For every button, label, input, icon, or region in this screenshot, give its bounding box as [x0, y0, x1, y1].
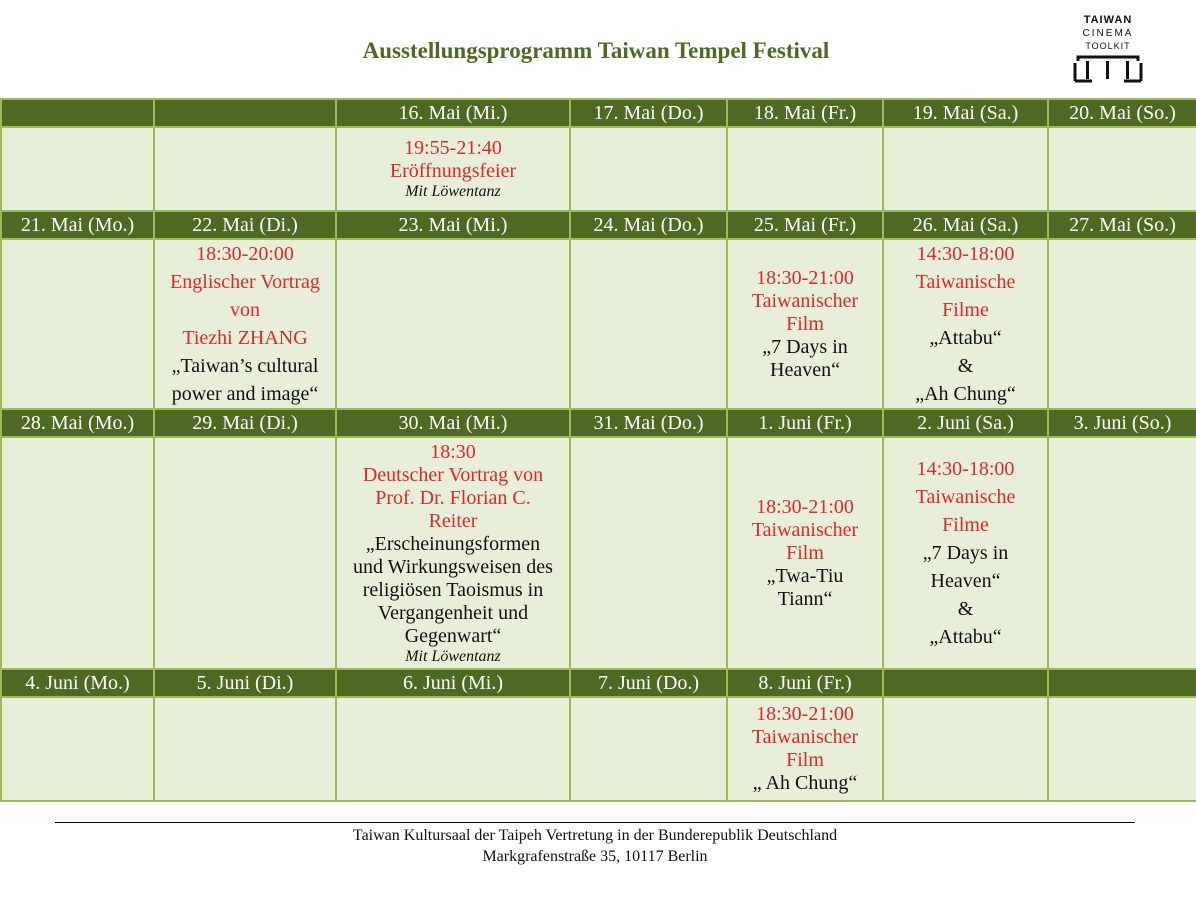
day-header: 5. Juni (Di.)	[154, 669, 336, 697]
day-header: 3. Juni (So.)	[1048, 409, 1196, 437]
event-description: Tiann“	[777, 587, 833, 610]
event-time: 14:30-18:00	[916, 243, 1015, 265]
day-header: 1. Juni (Fr.)	[727, 409, 883, 437]
day-header: 8. Juni (Fr.)	[727, 669, 883, 697]
day-header: 4. Juni (Mo.)	[1, 669, 154, 697]
logo-line-3: TOOLKIT	[1085, 41, 1131, 51]
day-header: 26. Mai (Sa.)	[883, 211, 1048, 239]
event-note: Mit Löwentanz	[405, 647, 501, 665]
day-header	[883, 669, 1048, 697]
event-cell	[336, 437, 570, 669]
event-time: 14:30-18:00	[916, 458, 1015, 480]
film-gate-icon	[1072, 53, 1144, 83]
day-cell	[1, 697, 154, 801]
day-header: 16. Mai (Mi.)	[336, 99, 570, 127]
week-1-events-row	[1, 127, 1196, 211]
day-header: 25. Mai (Fr.)	[727, 211, 883, 239]
day-cell	[1, 239, 154, 409]
event-title: Deutscher Vortrag von	[362, 463, 544, 486]
day-header: 24. Mai (Do.)	[570, 211, 727, 239]
day-header: 21. Mai (Mo.)	[1, 211, 154, 239]
event-description: power and image“	[171, 383, 319, 405]
event-description: „Attabu“	[929, 327, 1002, 349]
event-description: und Wirkungsweisen des	[353, 555, 553, 578]
event-time: 18:30-20:00	[196, 243, 294, 265]
day-header: 23. Mai (Mi.)	[336, 211, 570, 239]
day-cell	[570, 697, 727, 801]
event-description: Vergangenheit und	[377, 601, 529, 624]
day-header: 17. Mai (Do.)	[570, 99, 727, 127]
page-title: Ausstellungsprogramm Taiwan Tempel Festival	[362, 38, 830, 63]
event-cell	[727, 697, 883, 801]
day-header: 2. Juni (Sa.)	[883, 409, 1048, 437]
event-description: Gegenwart“	[404, 624, 502, 647]
event-title: Filme	[942, 299, 989, 321]
event-title: Taiwanische	[915, 271, 1016, 293]
footer-venue: Taiwan Kultursaal der Taipeh Vertretung in der Bunderepublik Deutschland	[352, 827, 838, 844]
event-title: Film	[786, 541, 824, 564]
event-description: „Ah Chung“	[915, 383, 1016, 405]
event-description: Heaven“	[770, 358, 840, 381]
event-title: Taiwanischer	[751, 518, 859, 541]
event-title: Film	[786, 312, 824, 335]
schedule-table	[0, 98, 1196, 802]
event-title: Taiwanischer	[751, 726, 859, 748]
week-2-header-row	[1, 211, 1196, 239]
event-time: 18:30-21:00	[756, 703, 854, 725]
day-cell	[1048, 437, 1196, 669]
day-header: 7. Juni (Do.)	[570, 669, 727, 697]
event-description: „7 Days in	[922, 542, 1009, 564]
event-cell	[883, 239, 1048, 409]
event-note: Mit Löwentanz	[405, 183, 501, 200]
week-4-events-row	[1, 697, 1196, 801]
logo-line-2: CINEMA	[1082, 28, 1134, 39]
day-header	[1, 99, 154, 127]
event-time: 19:55-21:40	[404, 137, 502, 159]
event-cell	[154, 239, 336, 409]
week-1-header-row	[1, 99, 1196, 127]
day-cell	[1, 127, 154, 211]
day-header	[154, 99, 336, 127]
day-cell	[1048, 127, 1196, 211]
event-title: Taiwanische	[915, 486, 1016, 508]
day-header	[1048, 669, 1196, 697]
day-header: 30. Mai (Mi.)	[336, 409, 570, 437]
day-header: 28. Mai (Mo.)	[1, 409, 154, 437]
day-header: 27. Mai (So.)	[1048, 211, 1196, 239]
event-time: 18:30-21:00	[756, 266, 854, 289]
event-description: Heaven“	[930, 570, 1001, 592]
day-cell	[154, 127, 336, 211]
day-cell	[570, 239, 727, 409]
day-cell	[154, 697, 336, 801]
event-description: &	[957, 598, 974, 620]
day-header: 20. Mai (So.)	[1048, 99, 1196, 127]
event-cell	[727, 239, 883, 409]
day-cell	[1048, 239, 1196, 409]
event-description: „ Ah Chung“	[752, 772, 858, 794]
week-4-header-row	[1, 669, 1196, 697]
week-3-events-row	[1, 437, 1196, 669]
day-header: 19. Mai (Sa.)	[883, 99, 1048, 127]
event-cell	[727, 437, 883, 669]
footer	[0, 825, 1190, 867]
day-header: 31. Mai (Do.)	[570, 409, 727, 437]
day-header: 18. Mai (Fr.)	[727, 99, 883, 127]
day-cell	[883, 127, 1048, 211]
day-cell	[570, 127, 727, 211]
day-cell	[570, 437, 727, 669]
day-cell	[883, 697, 1048, 801]
taiwan-cinema-toolkit-logo	[1072, 14, 1144, 83]
day-header: 29. Mai (Di.)	[154, 409, 336, 437]
footer-divider	[55, 822, 1135, 823]
event-title: Englischer Vortrag	[170, 271, 320, 293]
day-cell	[1048, 697, 1196, 801]
event-description: „Taiwan’s cultural	[171, 355, 319, 377]
week-2-events-row	[1, 239, 1196, 409]
event-title: Tiezhi ZHANG	[182, 327, 308, 349]
event-title: Prof. Dr. Florian C.	[375, 486, 531, 509]
logo-line-1: TAIWAN	[1083, 14, 1133, 26]
day-cell	[727, 127, 883, 211]
event-description: religiösen Taoismus in	[362, 578, 544, 601]
event-title: Film	[786, 749, 824, 771]
event-description: „Twa-Tiu	[766, 564, 844, 587]
day-cell	[336, 239, 570, 409]
event-title: Reiter	[428, 509, 478, 532]
footer-address: Markgrafenstraße 35, 10117 Berlin	[482, 848, 708, 865]
event-time: 18:30	[430, 440, 476, 463]
day-cell	[1, 437, 154, 669]
event-title: Eröffnungsfeier	[389, 160, 517, 182]
event-title: Filme	[942, 514, 989, 536]
event-description: &	[957, 355, 974, 377]
day-cell	[336, 697, 570, 801]
day-cell	[154, 437, 336, 669]
event-description: „Erscheinungsformen	[365, 532, 541, 555]
event-cell	[336, 127, 570, 211]
event-description: „7 Days in	[762, 335, 848, 358]
event-time: 18:30-21:00	[756, 495, 854, 518]
event-cell	[883, 437, 1048, 669]
event-title: von	[230, 299, 260, 321]
day-header: 22. Mai (Di.)	[154, 211, 336, 239]
event-description: „Attabu“	[929, 626, 1002, 648]
day-header: 6. Juni (Mi.)	[336, 669, 570, 697]
event-title: Taiwanischer	[751, 289, 859, 312]
week-3-header-row	[1, 409, 1196, 437]
